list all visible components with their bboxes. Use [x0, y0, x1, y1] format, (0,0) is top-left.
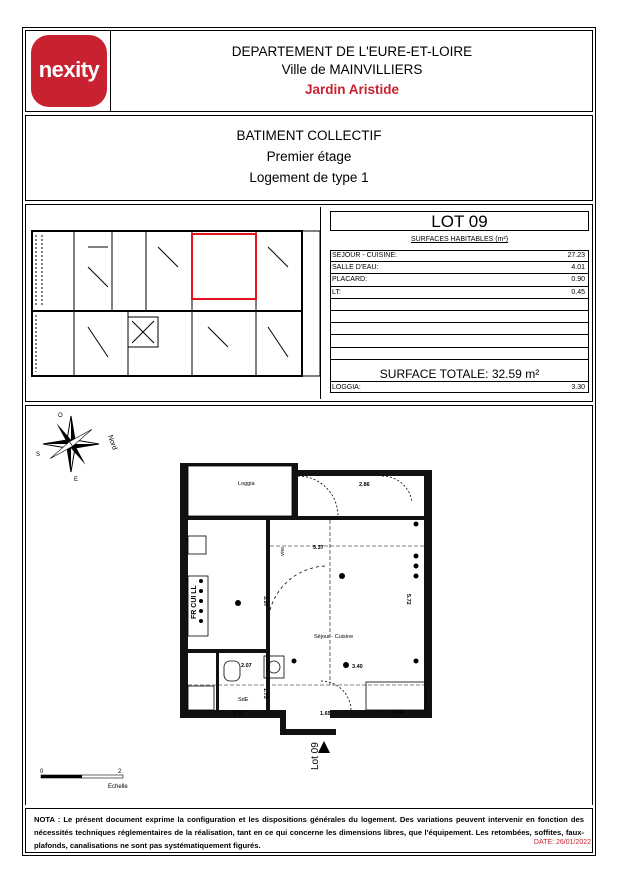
dim-2-57: 2.57 [233, 711, 244, 717]
loggia-hatch [188, 466, 292, 516]
dim-3-40: 3.40 [352, 664, 363, 670]
dim-2-07: 2.07 [241, 663, 252, 669]
table-row-empty [330, 348, 589, 360]
dim-3-97: 3.97 [262, 596, 268, 607]
loggia-row [330, 381, 589, 393]
department: DEPARTEMENT DE L'EURE-ET-LOIRE [231, 44, 473, 59]
room-sde: SdE [238, 697, 249, 703]
dim-1-65: 1.65 [320, 711, 331, 717]
loggia-value: 3.30 [571, 384, 585, 391]
logo-text: nexity [38, 57, 100, 82]
scale-bar [41, 775, 123, 778]
compass-s-label: S [36, 452, 41, 458]
table-row-empty [330, 311, 589, 323]
floor-key-plan [28, 207, 321, 399]
loggia-label: LOGGIA: [332, 384, 361, 391]
compass-north-label: Nord [106, 434, 118, 451]
surfaces-header: SURFACES HABITABLES (m²) [410, 236, 509, 243]
kitchen-label: FR CUI LL [191, 585, 198, 619]
pi-label: PI [378, 709, 383, 714]
vre-label: VRE [280, 546, 285, 556]
surface-total: SURFACE TOTALE: 32.59 m² [379, 367, 540, 381]
dim-1-36: 1.36 [392, 710, 403, 716]
compass-icon [43, 416, 99, 472]
lot-09-label: Lot 09 [310, 742, 321, 770]
dim-5-72: 5.72 [405, 594, 411, 605]
electrical-points [199, 522, 419, 669]
dim-5-37: 5.37 [313, 545, 324, 551]
row-label: LT: [332, 288, 341, 296]
lot-highlight [192, 234, 256, 299]
row-label: SALLE D'EAU: [332, 264, 379, 272]
table-row [330, 262, 589, 274]
compass-o-label: O [58, 413, 63, 419]
floor: Premier étage [266, 149, 352, 164]
row-value: 0.45 [571, 288, 585, 296]
table-row [330, 274, 589, 286]
table-row [330, 250, 589, 262]
dim-2-86: 2.86 [359, 482, 370, 488]
document-date: DATE: 26/01/2022 [533, 839, 591, 846]
room-sejour: Séjour - Cuisine [314, 634, 354, 640]
row-value: 27.23 [567, 252, 585, 259]
surfaces-table [330, 250, 589, 360]
building-type: BATIMENT COLLECTIF [236, 128, 382, 143]
scale-two: 2 [118, 769, 122, 775]
lot-title: LOT 09 [330, 211, 589, 231]
table-row [330, 287, 589, 299]
room-loggia: Loggia [238, 481, 255, 487]
scale-zero: 0 [40, 769, 44, 775]
dim-1-75: 1.75 [262, 688, 268, 699]
exterior-walls [180, 463, 432, 735]
table-row-empty [330, 335, 589, 347]
city: Ville de MAINVILLIERS [281, 62, 423, 77]
scale-label: Echelle [108, 784, 128, 790]
fixtures [188, 476, 426, 710]
project-name: Jardin Aristide [304, 82, 400, 97]
key-plan-drawing [28, 207, 321, 399]
row-label: PLACARD: [332, 276, 368, 284]
compass-e-label: E [74, 477, 79, 483]
disclaimer-note: NOTA : Le présent document exprime la configuration et les dispositions générales du logement. Des variations peuvent intervenir en fonction des nécessités techniques réglementaires de la réalisation, tant en ce qui concerne les dimensions libres, que l'équipement. Les retombées, soffites, faux-plafonds, canalisations ne sont pas systématiquement figurés. [25, 808, 593, 853]
unit-type: Logement de type 1 [249, 170, 369, 185]
plan-area [25, 405, 593, 805]
table-row-empty [330, 299, 589, 311]
nexity-logo [31, 35, 107, 107]
table-row-empty [330, 323, 589, 335]
row-label: SEJOUR - CUISINE: [332, 252, 397, 259]
row-value: 4.01 [571, 264, 585, 272]
row-value: 0.90 [571, 276, 585, 284]
